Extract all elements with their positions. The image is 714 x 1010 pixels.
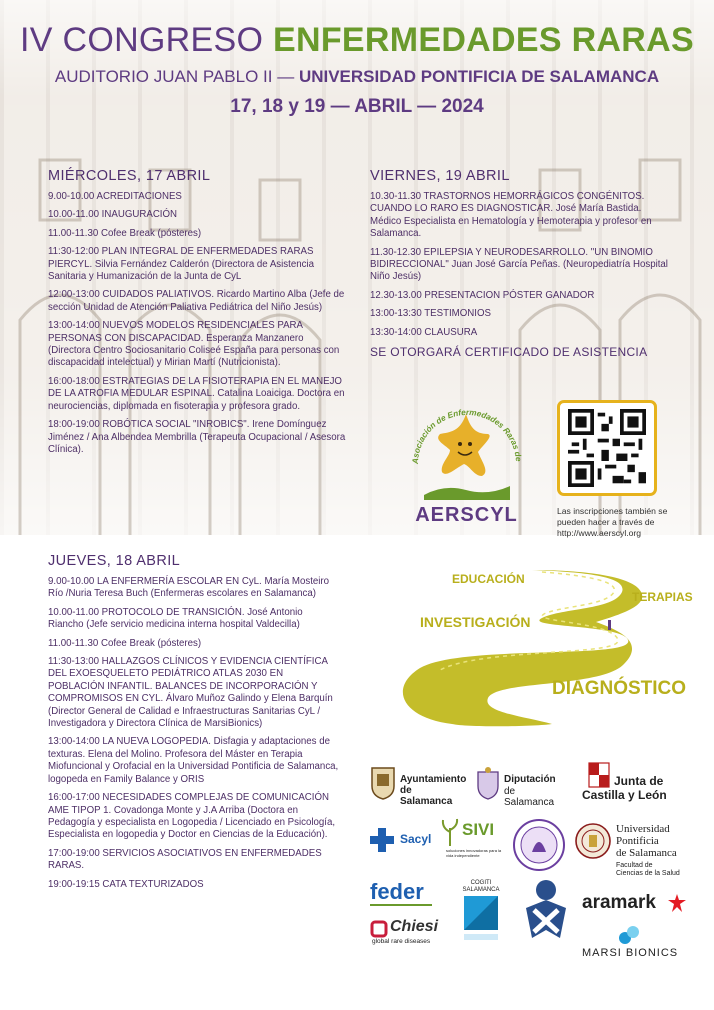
aerscyl-logo xyxy=(404,400,529,532)
chiesi-icon xyxy=(370,920,388,938)
thursday-schedule xyxy=(48,553,340,897)
logo-aramark xyxy=(582,892,686,920)
certificate-notice: SE OTORGARÁ CERTIFICADO DE ASISTENCIA xyxy=(370,345,648,360)
venue-university: UNIVERSIDAD PONTIFICIA DE SALAMANCA xyxy=(298,67,660,86)
label-diagnosis: DIAGNÓSTICO xyxy=(552,678,687,699)
logo-junta xyxy=(582,762,692,808)
logo-upsa-text-5: Ciencias de la Salud xyxy=(616,870,680,877)
schedule-entry: 10.00-11.00 INAUGURACIÓN xyxy=(48,209,178,221)
schedule-entry: 11:30-12:00 PLAN INTEGRAL DE ENFERMEDADES RARAS PIERCYL. Silvia Fernández Calderón (Directora de Asistencia Sanitaria y Humanización de la Junta de CyL xyxy=(48,246,314,283)
schedule-entry: 13:00-14:00 NUEVOS MODELOS RESIDENCIALES PARA PERSONAS CON DISCAPACIDAD. Esperanza Manzanero (Directora Centro Sociosanitario Coliseé España para personas con discapacidad intelectual) y Mirian Martí (Nutricionista). xyxy=(48,320,340,369)
logo-diputacion xyxy=(476,766,566,806)
logo-cogiti xyxy=(454,880,508,958)
logo-diputacion-text-2: de Salamanca xyxy=(504,786,555,808)
logo-ayuntamiento xyxy=(370,766,470,806)
coat-of-arms-icon xyxy=(370,766,396,800)
schedule-entry: 10.00-11.00 PROTOCOLO DE TRANSICIÓN. José Antonio Riancho (Jefe servicio medicina interna hospital Valdecilla) xyxy=(48,606,303,631)
sprout-icon xyxy=(440,818,460,846)
day-title-thursday: JUEVES, 18 ABRIL xyxy=(48,553,181,569)
day-title-wednesday: MIÉRCOLES, 17 ABRIL xyxy=(48,168,211,184)
logo-marsi-text: MARSI BIONICS xyxy=(582,947,679,959)
logo-upsa-text-3: de Salamanca xyxy=(616,847,677,859)
schedule-entry: 17:00-19:00 SERVICIOS ASOCIATIVOS EN ENFERMEDADES RARAS. xyxy=(48,847,322,872)
wednesday-schedule xyxy=(48,168,348,462)
schedule-entry: 11:30-13:00 HALLAZGOS CLÍNICOS Y EVIDENCIA CIENTÍFICA DEL EXOESQUELETO PEDIÁTRICO ATLAS 2030 EN POBLACIÓN INFANTIL. BALANCES DE INCORPORACIÓN Y COMPROMISOS EN CYL. Álvaro Muñoz Galindo y Elena Barquín (Director General de Calidad e Infraestructuras Sanitarias CyL / Investigadora y Directora Clínica de MarsiBionics) xyxy=(48,656,333,730)
label-therapies: TERAPIAS xyxy=(632,590,693,604)
logo-marsi-bionics xyxy=(582,924,682,964)
schedule-entry: 10.30-11.30 TRASTORNOS HEMORRÁGICOS CONGÉNITOS. CUANDO LO RARO ES DIAGNOSTICAR. José María Bastida. Médico Especialista en Hematología y Hemoterapia y profesor en Salamanca. xyxy=(370,191,652,240)
schedule-entry: 18:00-19:00 ROBÓTICA SOCIAL "INROBICS". Irene Domínguez Jiménez / Ana Albendea Membrilla (Terapeuta Ocupacional / Asesora Clínica). xyxy=(48,419,346,455)
schedule-entry: 9.00-10.00 LA ENFERMERÍA ESCOLAR EN CyL. María Mosteiro Río /Nuria Teresa Buch (Enfermeras escolares en Salamanca) xyxy=(48,576,330,600)
logo-colegio-seal xyxy=(512,818,566,872)
venue-auditorium: AUDITORIO JUAN PABLO II — xyxy=(54,67,295,86)
schedule-entry: 11.00-11.30 Cofee Break (pósteres) xyxy=(48,227,202,239)
label-research: INVESTIGACIÓN xyxy=(420,614,531,630)
label-education: EDUCACIÓN xyxy=(452,572,525,586)
logo-feder-text: feder xyxy=(370,879,424,904)
star-icon xyxy=(404,400,529,505)
venue xyxy=(0,66,714,88)
logo-cogiti-text: COGITI SALAMANCA xyxy=(462,880,500,893)
header xyxy=(0,20,714,118)
qr-code-icon xyxy=(568,409,646,487)
logo-chiesi-sub: global rare diseases xyxy=(372,938,431,945)
title-main: ENFERMEDADES RARAS xyxy=(272,21,694,59)
title-prefix: IV CONGRESO xyxy=(20,21,264,59)
star-person-icon xyxy=(668,894,686,912)
nursing-college-icon xyxy=(520,878,572,944)
schedule-entry: 13:00-13:30 TESTIMONIOS xyxy=(370,308,491,320)
day-title-friday: VIERNES, 19 ABRIL xyxy=(370,168,510,184)
logo-sacyl xyxy=(368,826,434,856)
cogiti-emblem-icon xyxy=(464,896,498,946)
logo-diputacion-text: Diputación xyxy=(504,774,556,785)
schedule-entry: 12:00-13:00 CUIDADOS PALIATIVOS. Ricardo Martino Alba (Jefe de sección Unidad de Atención Paliativa Pediátrica del Niño Jesús) xyxy=(48,289,345,313)
logo-sacyl-text: Sacyl xyxy=(400,832,432,846)
logo-junta-text-2: Castilla y León xyxy=(582,788,667,802)
medical-cross-icon xyxy=(368,826,396,854)
logo-upsa-text: Universidad xyxy=(616,823,670,835)
road-illustration xyxy=(392,548,702,733)
logo-junta-text: Junta de xyxy=(614,774,664,788)
logo-ayuntamiento-text: Ayuntamiento de Salamanca xyxy=(400,774,467,807)
junta-shield-icon xyxy=(588,762,610,788)
logo-upsa-text-2: Pontificia xyxy=(616,835,659,847)
logo-chiesi-text: Chiesi xyxy=(390,918,439,935)
event-dates: 17, 18 y 19 — ABRIL — 2024 xyxy=(230,96,484,117)
logo-upsa xyxy=(574,818,694,878)
schedule-entry: 13:30-14:00 CLAUSURA xyxy=(370,326,478,338)
qr-code[interactable] xyxy=(557,400,657,496)
logo-aramark-text: aramark xyxy=(582,892,656,913)
aerscyl-name: AERSCYL xyxy=(415,504,518,526)
schedule-entry: 16:00-17:00 NECESIDADES COMPLEJAS DE COMUNICACIÓN AME TIPOP 1. Covadonga Monte y J.A Arriba (Doctora en Pedagogía y especialista en Logopedia / Licenciado en Psicología, Especialista en logopedia y Doctor en Ciencias de la Educación). xyxy=(48,792,336,841)
svg-text:Asociación de Enfermedades Rar: Asociación de Enfermedades Raras de xyxy=(410,407,523,465)
coat-of-arms-icon xyxy=(476,766,500,800)
feder-underline xyxy=(370,904,432,906)
logo-feder xyxy=(370,880,440,910)
logo-sivi-text: SIVI xyxy=(462,820,495,839)
schedule-entry: 11.30-12.30 EPILEPSIA Y NEURODESARROLLO. "UN BINOMIO BIDIRECCIONAL" Juan José García Peñas. (Neuropediatría Hospital Niño Jesús) xyxy=(370,246,668,283)
schedule-entry: 16:00-18:00 ESTRATEGIAS DE LA FISIOTERAPIA EN EL MANEJO DE LA ATROFIA MEDULAR ESPINAL. Catalina Loaiciga. Doctora en neurociencias, diplomada en fisoterapia y profesora grado. xyxy=(48,375,345,412)
logo-colegio-enfermeria xyxy=(520,878,572,958)
schedule-entry: 12.30-13.00 PRESENTACION PÓSTER GANADOR xyxy=(370,289,595,301)
schedule-entry: 9.00-10.00 ACREDITACIONES xyxy=(48,191,182,202)
logo-sivi-sub: soluciones innovadoras para la vida independiente xyxy=(446,848,502,858)
logo-chiesi xyxy=(370,918,446,952)
friday-schedule xyxy=(370,168,670,359)
logo-sivi xyxy=(440,818,506,868)
schedule-entry: 13:00-14:00 LA NUEVA LOGOPEDIA. Disfagia y adaptaciones de texturas. Elena del Molino. Profesora del Máster en Terapia Miofuncional y Orofacial en la Universidad Pontificia de Salamanca, logopeda en Family Balance y ORIS xyxy=(48,736,339,785)
logo-upsa-text-4: Facultad de xyxy=(616,862,653,869)
road-path-icon xyxy=(392,548,702,733)
marsi-icon xyxy=(618,924,640,946)
schedule-entry: 19:00-19:15 CATA TEXTURIZADOS xyxy=(48,878,204,890)
congress-title xyxy=(0,20,714,60)
schedule-entry: 11.00-11.30 Cofee Break (pósteres) xyxy=(48,637,202,649)
university-seal-icon xyxy=(574,822,612,860)
seal-icon xyxy=(512,818,566,872)
registration-note: Las inscripciones también se pueden hacer a través de http://www.aerscyl.org xyxy=(557,506,668,538)
